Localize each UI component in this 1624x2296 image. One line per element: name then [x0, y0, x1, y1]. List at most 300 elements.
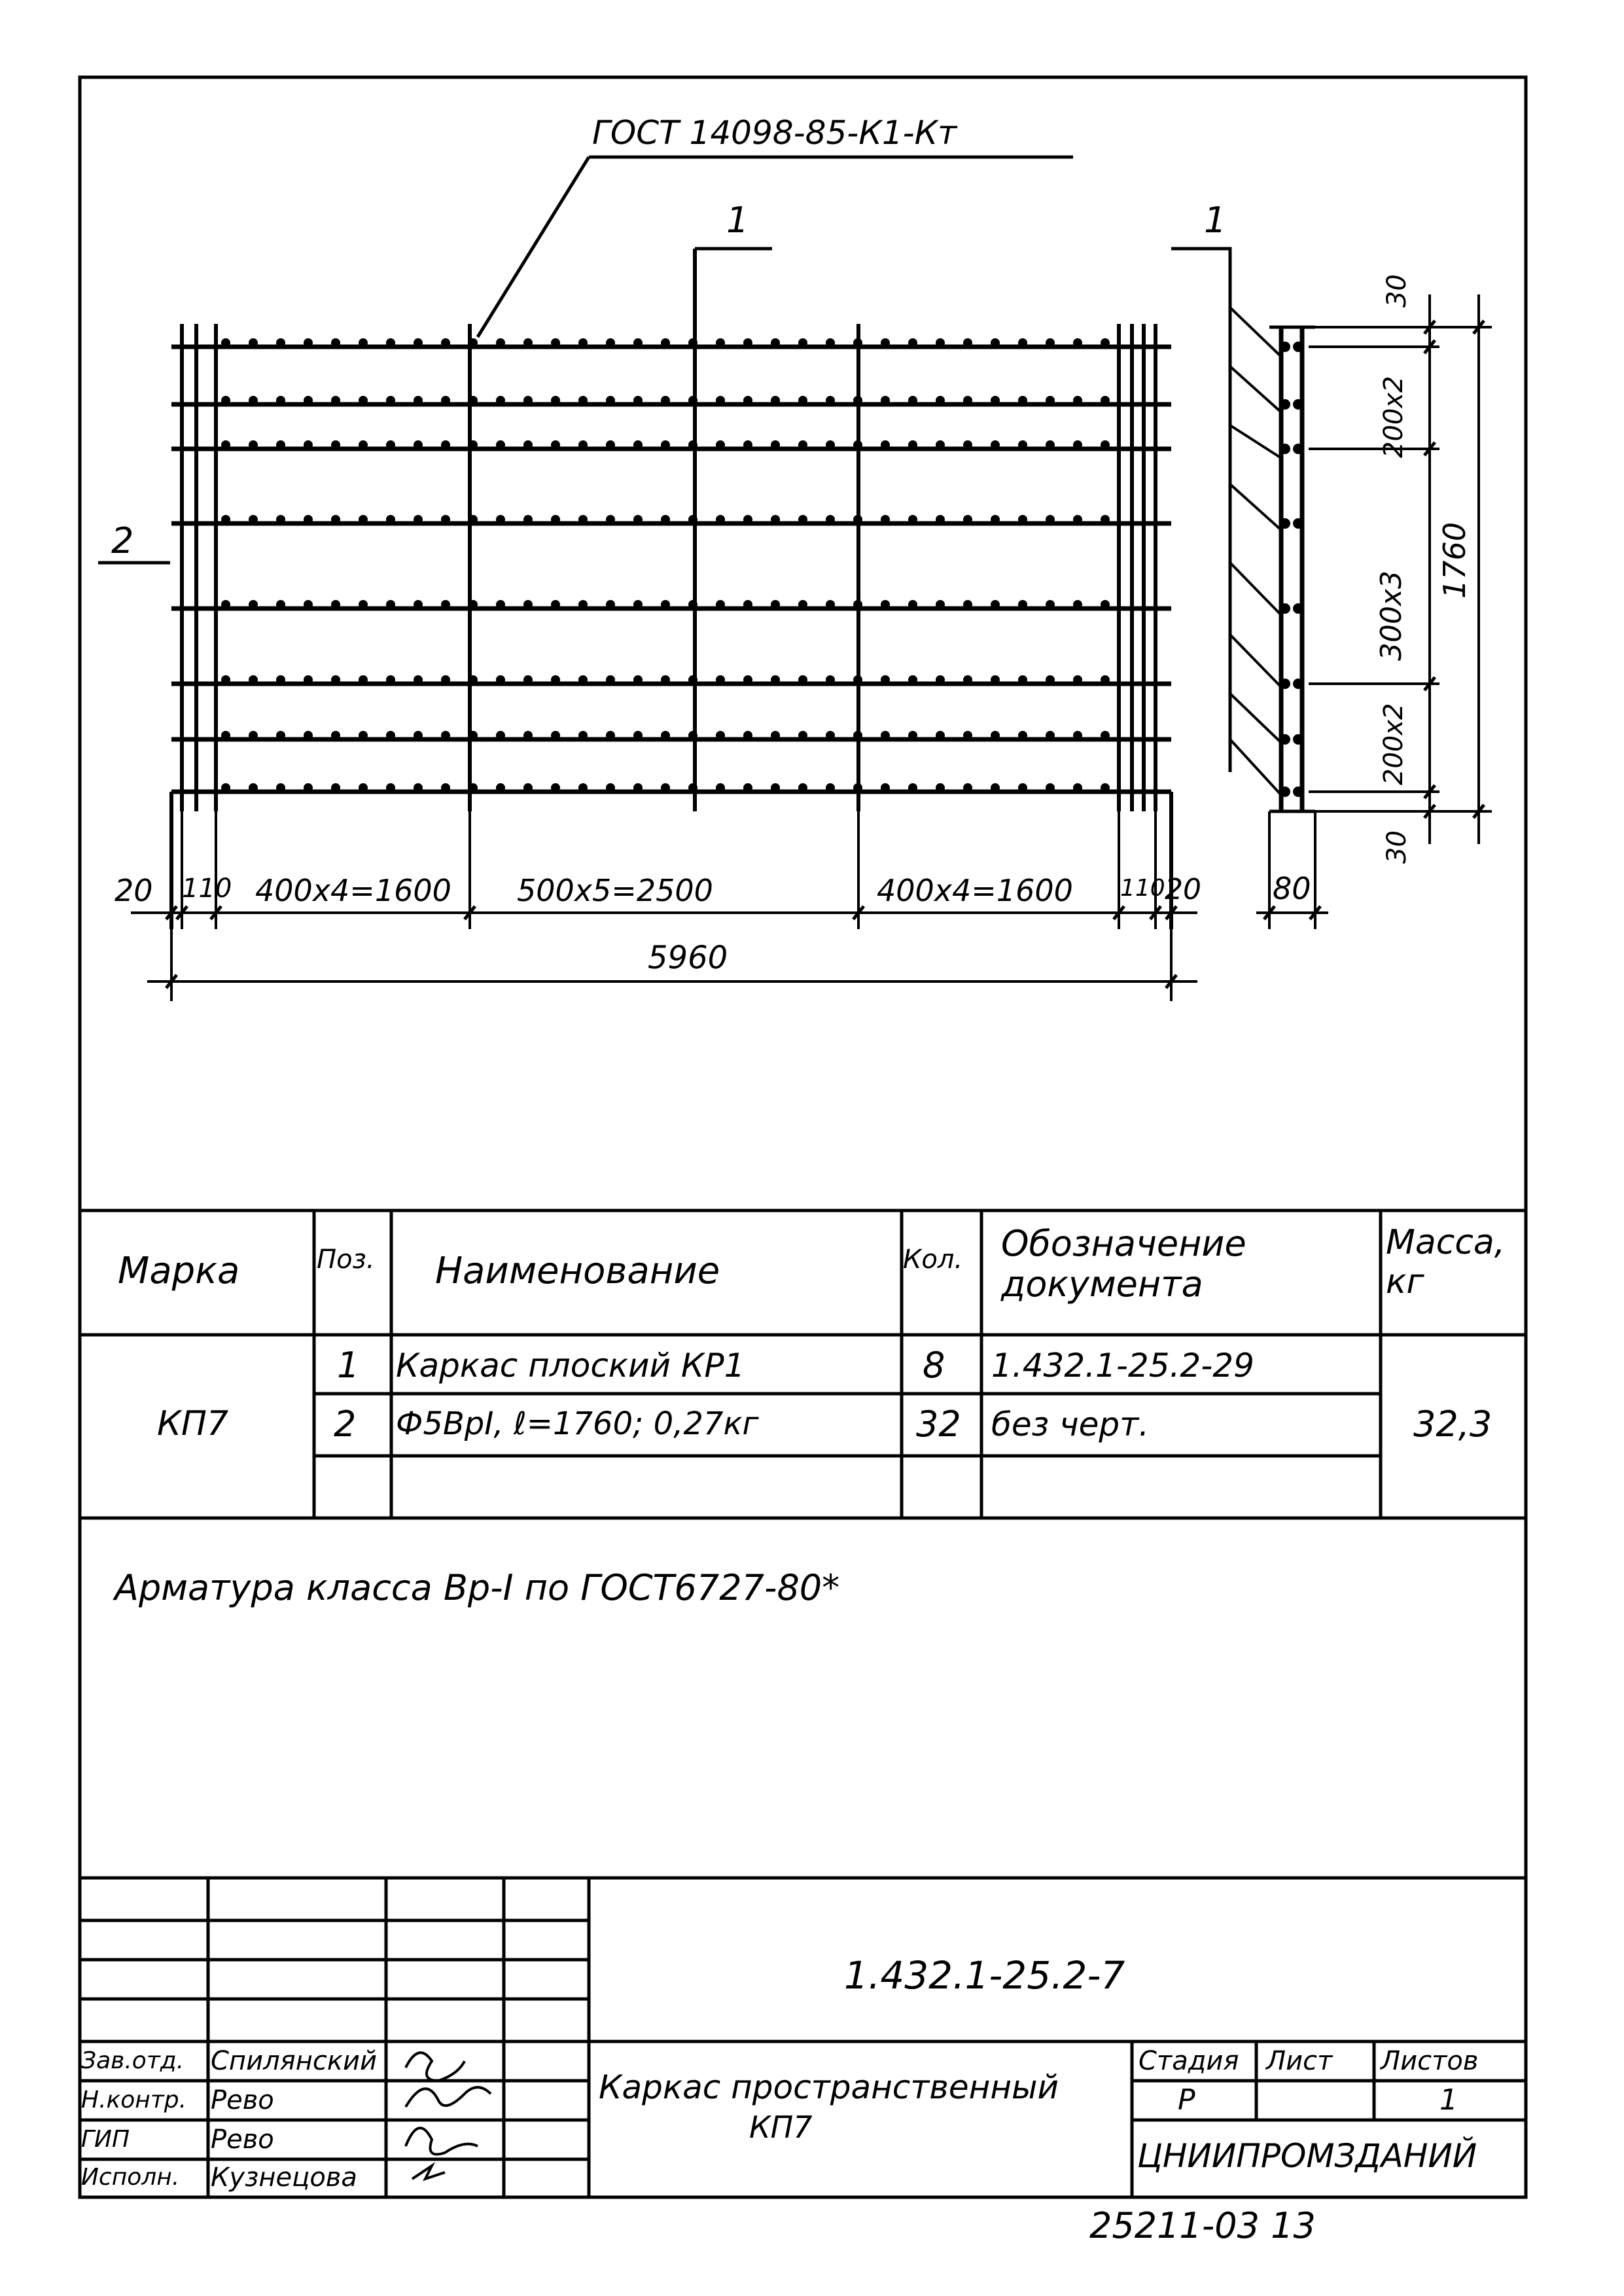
transverse-bar-dot	[633, 396, 643, 405]
section-bar-dot	[1280, 734, 1290, 745]
transverse-bar-dot	[881, 515, 890, 524]
transverse-bar-dot	[991, 396, 1000, 405]
transverse-bar-dot	[578, 783, 588, 792]
transverse-bar-dot	[936, 396, 945, 405]
signer-role-1: Зав.отд.	[81, 2047, 185, 2074]
transverse-bar-dot	[963, 731, 972, 740]
section-bar-dot	[1293, 679, 1303, 689]
transverse-bar-dot	[359, 731, 368, 740]
transverse-bar-dot	[963, 396, 972, 405]
transverse-bar-dot	[991, 600, 1000, 609]
transverse-bar-dot	[1018, 783, 1027, 792]
transverse-bar-dot	[606, 338, 615, 347]
section-bar-dot	[1293, 399, 1303, 410]
transverse-bar-dot	[578, 396, 588, 405]
transverse-bar-dot	[441, 783, 450, 792]
transverse-bar-dot	[688, 600, 697, 609]
dim-110-left: 110	[182, 874, 232, 904]
signer-name-3: Рево	[211, 2125, 274, 2155]
signer-role-3: ГИП	[81, 2126, 130, 2153]
transverse-bar-dot	[496, 396, 505, 405]
transverse-bar-dot	[1018, 675, 1027, 684]
section-mark-label-right: 1	[1204, 200, 1227, 241]
transverse-bar-dot	[963, 600, 972, 609]
transverse-bar-dot	[826, 600, 835, 609]
transverse-bar-dot	[963, 440, 972, 450]
transverse-bar-dot	[249, 783, 258, 792]
transverse-bar-dot	[798, 675, 807, 684]
transverse-bar-dot	[853, 338, 862, 347]
transverse-bar-dot	[716, 338, 725, 347]
row1-name: Каркас плоский КР1	[396, 1347, 745, 1385]
transverse-bar-dot	[276, 338, 285, 347]
dim-side-300x3: 300х3	[1375, 570, 1408, 661]
transverse-bar-dot	[881, 440, 890, 450]
transverse-bar-dot	[826, 440, 835, 450]
transverse-bar-dot	[414, 600, 423, 609]
transverse-bar-dot	[551, 396, 560, 405]
transverse-bar-dot	[304, 675, 313, 684]
dim-side-30-bottom: 30	[1382, 830, 1412, 864]
transverse-bar-dot	[331, 440, 340, 450]
transverse-bar-dot	[908, 440, 917, 450]
dim-110-right: 110	[1120, 875, 1165, 902]
transverse-bar-dot	[551, 440, 560, 450]
transverse-bar-dot	[853, 600, 862, 609]
signer-name-4: Кузнецова	[211, 2163, 357, 2193]
transverse-bar-dot	[304, 338, 313, 347]
transverse-bar-dot	[716, 600, 725, 609]
transverse-bar-dot	[578, 600, 588, 609]
transverse-bar-dot	[1046, 731, 1055, 740]
section-bar-dot	[1280, 399, 1290, 410]
transverse-bar-dot	[798, 396, 807, 405]
transverse-bar-dot	[936, 600, 945, 609]
transverse-bar-dot	[523, 731, 533, 740]
header-name: Наименование	[435, 1250, 720, 1292]
transverse-bar-dot	[1073, 783, 1082, 792]
transverse-bar-dot	[249, 396, 258, 405]
transverse-bar-dot	[908, 783, 917, 792]
section-bar-dot	[1280, 603, 1290, 614]
transverse-bar-dot	[441, 600, 450, 609]
transverse-bar-dot	[551, 783, 560, 792]
transverse-bar-dot	[414, 440, 423, 450]
transverse-bar-dot	[688, 731, 697, 740]
transverse-bar-dot	[853, 675, 862, 684]
transverse-bar-dot	[716, 515, 725, 524]
transverse-bar-dot	[468, 440, 478, 450]
transverse-bar-dot	[386, 783, 395, 792]
title-line1: Каркас пространственный	[599, 2068, 1059, 2106]
transverse-bar-dot	[771, 396, 780, 405]
transverse-bar-dot	[606, 783, 615, 792]
dim-400x4-right: 400х4=1600	[877, 873, 1073, 908]
transverse-bar-dot	[304, 731, 313, 740]
gost-leader	[478, 157, 1073, 337]
transverse-bar-dot	[963, 515, 972, 524]
transverse-bar-dot	[963, 783, 972, 792]
transverse-bar-dot	[414, 515, 423, 524]
transverse-bar-dot	[936, 515, 945, 524]
transverse-bar-dot	[1101, 515, 1110, 524]
transverse-bar-dot	[414, 731, 423, 740]
transverse-bar-dot	[331, 600, 340, 609]
transverse-bar-dot	[1046, 338, 1055, 347]
transverse-bar-dot	[304, 600, 313, 609]
stage-label: Стадия	[1139, 2046, 1239, 2076]
transverse-bar-dot	[249, 675, 258, 684]
transverse-bar-dot	[991, 731, 1000, 740]
transverse-bar-dot	[1018, 338, 1027, 347]
transverse-bar-dot	[578, 675, 588, 684]
transverse-bar-dot	[276, 600, 285, 609]
transverse-bar-dot	[1101, 338, 1110, 347]
transverse-bar-dot	[331, 675, 340, 684]
header-mark: Марка	[118, 1250, 240, 1292]
transverse-bar-dot	[359, 338, 368, 347]
transverse-bar-dot	[1046, 675, 1055, 684]
transverse-bar-dot	[743, 783, 752, 792]
transverse-bar-dot	[606, 675, 615, 684]
transverse-bar-dot	[688, 338, 697, 347]
transverse-bar-dot	[551, 600, 560, 609]
transverse-bar-dot	[1073, 396, 1082, 405]
transverse-bar-dot	[661, 675, 670, 684]
section-bar-dot	[1293, 603, 1303, 614]
transverse-bar-dot	[633, 731, 643, 740]
transverse-bar-dot	[468, 515, 478, 524]
row2-doc: без черт.	[991, 1405, 1150, 1443]
transverse-bar-dot	[276, 515, 285, 524]
transverse-bar-dot	[468, 600, 478, 609]
transverse-bar-dot	[1046, 515, 1055, 524]
transverse-bar-dot	[633, 440, 643, 450]
sheets-value: 1	[1439, 2083, 1458, 2117]
sheet-label: Лист	[1266, 2046, 1333, 2076]
dim-20-left: 20	[115, 873, 153, 908]
row-mass: 32,3	[1413, 1404, 1492, 1445]
transverse-bar-dot	[743, 731, 752, 740]
transverse-bar-dot	[496, 338, 505, 347]
dim-500x5: 500х5=2500	[517, 873, 713, 908]
transverse-bar-dot	[606, 731, 615, 740]
transverse-bar-dot	[661, 440, 670, 450]
frame-elevation	[171, 249, 1171, 929]
transverse-bar-dot	[1101, 675, 1110, 684]
transverse-bar-dot	[441, 515, 450, 524]
transverse-bar-dot	[606, 515, 615, 524]
transverse-bar-dot	[276, 783, 285, 792]
transverse-bar-dot	[716, 783, 725, 792]
transverse-bar-dot	[1101, 783, 1110, 792]
transverse-bar-dot	[1101, 440, 1110, 450]
section-bar-dot	[1293, 342, 1303, 352]
transverse-bar-dot	[496, 731, 505, 740]
row1-doc: 1.432.1-25.2-29	[991, 1347, 1254, 1385]
header-mass: Масса, кг	[1386, 1223, 1506, 1301]
transverse-bar-dot	[1101, 396, 1110, 405]
transverse-bar-dot	[523, 515, 533, 524]
transverse-bar-dot	[331, 783, 340, 792]
transverse-bar-dot	[331, 731, 340, 740]
transverse-bar-dot	[716, 675, 725, 684]
sheets-label: Листов	[1381, 2046, 1479, 2076]
transverse-bar-dot	[359, 783, 368, 792]
transverse-bar-dot	[523, 675, 533, 684]
transverse-bar-dot	[798, 783, 807, 792]
transverse-bar-dot	[633, 783, 643, 792]
transverse-bar-dot	[386, 440, 395, 450]
transverse-bar-dot	[578, 515, 588, 524]
transverse-bar-dot	[276, 440, 285, 450]
transverse-bar-dot	[1101, 731, 1110, 740]
transverse-bar-dot	[304, 396, 313, 405]
transverse-bar-dot	[523, 783, 533, 792]
transverse-bar-dot	[661, 396, 670, 405]
gost-callout: ГОСТ 14098-85-К1-Кт	[592, 114, 957, 152]
transverse-bar-dot	[221, 396, 230, 405]
transverse-bar-dot	[716, 440, 725, 450]
transverse-bar-dot	[1073, 440, 1082, 450]
section-mark-label: 1	[726, 200, 749, 241]
transverse-bar-dot	[908, 396, 917, 405]
dim-side-30-top: 30	[1382, 274, 1412, 308]
transverse-bar-dot	[991, 515, 1000, 524]
transverse-bar-dot	[771, 675, 780, 684]
transverse-bar-dot	[798, 338, 807, 347]
transverse-bar-dot	[853, 396, 862, 405]
transverse-bar-dot	[359, 440, 368, 450]
transverse-bar-dot	[386, 515, 395, 524]
transverse-bar-dot	[743, 440, 752, 450]
transverse-bar-dot	[551, 515, 560, 524]
transverse-bar-dot	[1018, 600, 1027, 609]
transverse-bar-dot	[551, 338, 560, 347]
transverse-bar-dot	[936, 731, 945, 740]
transverse-bar-dot	[523, 396, 533, 405]
transverse-bar-dot	[853, 440, 862, 450]
transverse-bar-dot	[798, 600, 807, 609]
section-bar-dot	[1280, 444, 1290, 454]
transverse-bar-dot	[991, 440, 1000, 450]
transverse-bar-dot	[826, 675, 835, 684]
transverse-bar-dot	[881, 675, 890, 684]
transverse-bar-dot	[1046, 396, 1055, 405]
row2-qty: 32	[916, 1404, 961, 1445]
transverse-bar-dot	[551, 731, 560, 740]
dim-side-200x2-top: 200х2	[1379, 376, 1409, 458]
transverse-bar-dot	[771, 783, 780, 792]
transverse-bar-dot	[221, 600, 230, 609]
org-name: ЦНИИПРОМЗДАНИЙ	[1137, 2137, 1477, 2175]
transverse-bar-dot	[853, 731, 862, 740]
transverse-bar-dot	[386, 731, 395, 740]
section-bar-dot	[1280, 518, 1290, 529]
transverse-bar-dot	[661, 338, 670, 347]
transverse-bar-dot	[1018, 515, 1027, 524]
transverse-bar-dot	[798, 440, 807, 450]
transverse-bar-dot	[276, 731, 285, 740]
transverse-bar-dot	[221, 338, 230, 347]
transverse-bar-dot	[881, 731, 890, 740]
section-mark-1-right	[1171, 249, 1230, 772]
transverse-bar-dot	[716, 731, 725, 740]
transverse-bar-dot	[1046, 600, 1055, 609]
transverse-bar-dot	[1073, 338, 1082, 347]
signer-role-2: Н.контр.	[81, 2087, 187, 2113]
section-view	[1230, 294, 1492, 929]
signer-role-4: Исполн.	[81, 2164, 180, 2191]
transverse-bar-dot	[798, 731, 807, 740]
transverse-bar-dot	[221, 731, 230, 740]
transverse-bar-dot	[743, 396, 752, 405]
transverse-bar-dot	[1046, 440, 1055, 450]
transverse-bar-dot	[743, 675, 752, 684]
transverse-bar-dot	[826, 338, 835, 347]
transverse-bar-dot	[386, 675, 395, 684]
transverse-bar-dot	[1046, 783, 1055, 792]
section-bar-dot	[1293, 444, 1303, 454]
transverse-bar-dot	[496, 440, 505, 450]
transverse-bar-dot	[276, 675, 285, 684]
transverse-bar-dot	[771, 731, 780, 740]
row1-qty: 8	[923, 1345, 945, 1386]
transverse-bar-dot	[496, 515, 505, 524]
transverse-bar-dot	[414, 783, 423, 792]
transverse-bar-dot	[304, 783, 313, 792]
transverse-bar-dot	[496, 600, 505, 609]
transverse-bar-dot	[963, 675, 972, 684]
transverse-bar-dot	[881, 783, 890, 792]
transverse-bar-dot	[991, 675, 1000, 684]
transverse-bar-dot	[688, 515, 697, 524]
transverse-bar-dot	[523, 440, 533, 450]
transverse-bar-dot	[276, 396, 285, 405]
transverse-bar-dot	[716, 396, 725, 405]
section-bar-dot	[1280, 786, 1290, 797]
transverse-bar-dot	[743, 600, 752, 609]
transverse-bar-dot	[414, 675, 423, 684]
row2-pos: 2	[334, 1404, 357, 1445]
transverse-bar-dot	[359, 396, 368, 405]
transverse-bar-dot	[798, 515, 807, 524]
transverse-bar-dot	[936, 338, 945, 347]
transverse-bar-dot	[359, 515, 368, 524]
transverse-bar-dot	[468, 675, 478, 684]
header-qty: Кол.	[903, 1245, 963, 1275]
transverse-bar-dot	[606, 440, 615, 450]
dim-side-200x2-bottom: 200х2	[1379, 703, 1409, 785]
transverse-bar-dot	[826, 515, 835, 524]
transverse-bar-dot	[661, 783, 670, 792]
transverse-bar-dot	[1073, 675, 1082, 684]
transverse-bar-dot	[221, 440, 230, 450]
transverse-bar-dot	[826, 783, 835, 792]
dim-20-right: 20	[1165, 873, 1201, 906]
transverse-bar-dot	[249, 600, 258, 609]
transverse-bar-dot	[386, 338, 395, 347]
transverse-bar-dot	[578, 731, 588, 740]
header-doc: Обозначение документа	[1001, 1223, 1246, 1305]
transverse-bar-dot	[304, 440, 313, 450]
transverse-bar-dot	[633, 515, 643, 524]
transverse-bar-dot	[908, 515, 917, 524]
transverse-bar-dot	[743, 515, 752, 524]
transverse-bar-dot	[936, 783, 945, 792]
transverse-bar-dot	[908, 731, 917, 740]
title-line2: КП7	[749, 2110, 813, 2145]
transverse-bar-dot	[688, 675, 697, 684]
transverse-bar-dot	[386, 600, 395, 609]
archive-number: 25211-03 13	[1089, 2205, 1316, 2246]
stage-value: Р	[1178, 2083, 1195, 2117]
section-bar-dot	[1293, 518, 1303, 529]
transverse-bar-dot	[359, 600, 368, 609]
reinforcement-note: Арматура класса Вр-I по ГОСТ6727-80*	[115, 1567, 840, 1608]
transverse-bar-dot	[304, 515, 313, 524]
section-bar-dot	[1280, 679, 1290, 689]
transverse-bar-dot	[331, 515, 340, 524]
transverse-bar-dot	[936, 440, 945, 450]
transverse-bar-dot	[688, 396, 697, 405]
transverse-bar-dot	[661, 731, 670, 740]
transverse-bar-dot	[881, 396, 890, 405]
transverse-bar-dot	[908, 338, 917, 347]
transverse-bar-dot	[826, 396, 835, 405]
transverse-bar-dot	[633, 338, 643, 347]
row-mark: КП7	[157, 1404, 229, 1443]
transverse-bar-dot	[633, 600, 643, 609]
transverse-bar-dot	[633, 675, 643, 684]
transverse-bar-dot	[359, 675, 368, 684]
transverse-bar-dot	[249, 731, 258, 740]
transverse-bar-dot	[414, 396, 423, 405]
dim-total: 5960	[648, 940, 728, 976]
transverse-bar-dot	[249, 338, 258, 347]
transverse-bar-dot	[771, 600, 780, 609]
transverse-bar-dot	[578, 338, 588, 347]
transverse-bar-dot	[1018, 440, 1027, 450]
transverse-bar-dot	[441, 338, 450, 347]
header-pos: Поз.	[317, 1245, 375, 1275]
transverse-bar-dot	[881, 600, 890, 609]
transverse-bar-dot	[468, 338, 478, 347]
transverse-bar-dot	[991, 338, 1000, 347]
dim-400x4-left: 400х4=1600	[255, 873, 451, 908]
section-bar-dot	[1280, 342, 1290, 352]
transverse-bar-dot	[771, 440, 780, 450]
transverse-bar-dot	[331, 396, 340, 405]
transverse-bar-dot	[1073, 515, 1082, 524]
transverse-bar-dot	[853, 515, 862, 524]
transverse-bar-dot	[881, 338, 890, 347]
transverse-bar-dot	[936, 675, 945, 684]
transverse-bar-dot	[386, 396, 395, 405]
transverse-bar-dot	[606, 396, 615, 405]
transverse-bar-dot	[1073, 731, 1082, 740]
transverse-bar-dot	[523, 600, 533, 609]
transverse-bar-dot	[606, 600, 615, 609]
transverse-bar-dot	[908, 600, 917, 609]
section-bar-dot	[1293, 786, 1303, 797]
transverse-bar-dot	[688, 783, 697, 792]
transverse-bar-dot	[853, 783, 862, 792]
dim-width: 80	[1273, 871, 1311, 906]
transverse-bar-dot	[688, 440, 697, 450]
transverse-bar-dot	[221, 675, 230, 684]
transverse-bar-dot	[441, 440, 450, 450]
